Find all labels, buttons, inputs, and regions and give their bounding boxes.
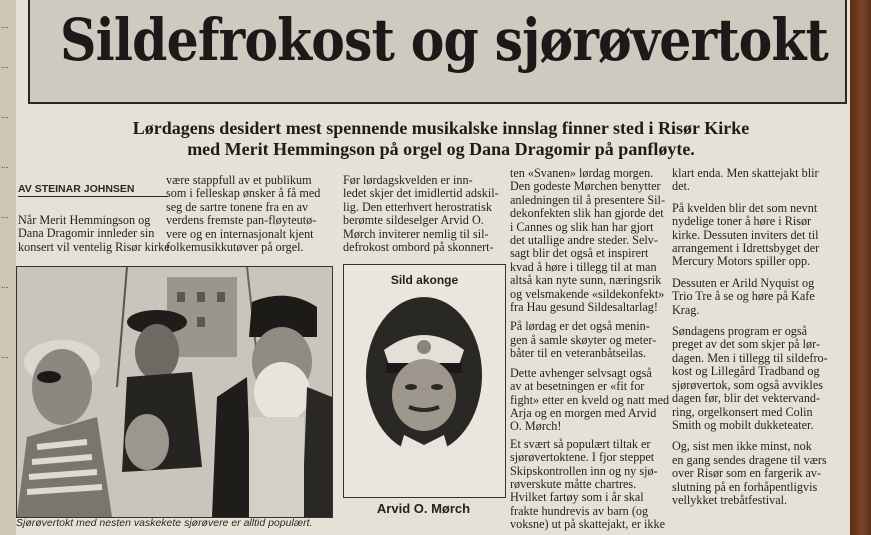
text-line: preget av det som skjer på lør- bbox=[672, 337, 820, 352]
text-line: sagt blir det også et inspirert bbox=[510, 246, 649, 261]
text-line: defrokost ombord på skonnert- bbox=[343, 240, 494, 255]
text-line: over Risør som en fargerik av- bbox=[672, 466, 822, 481]
lead-paragraph bbox=[36, 118, 846, 160]
text-line: O. Mørch! bbox=[510, 419, 562, 434]
article-column-2 bbox=[166, 174, 320, 254]
portrait-box bbox=[343, 264, 506, 498]
text-line: Dana Dragomir innleder sin bbox=[18, 226, 155, 241]
text-line: Arja og en morgen med Arvid bbox=[510, 405, 657, 420]
text-line: Smith og mobilt dukketeater. bbox=[672, 417, 814, 432]
headline-box bbox=[28, 0, 847, 104]
text-line: Dette avhenger selvsagt også bbox=[510, 365, 652, 380]
text-line: konsert vil ventelig Risør kirke bbox=[18, 239, 170, 254]
article-column-3 bbox=[343, 174, 499, 254]
text-line: vere og en internasjonalt kjent bbox=[166, 226, 314, 241]
text-line: kvad å høre i tillegg til at man bbox=[510, 259, 657, 274]
text-line: På kvelden blir det som nevnt bbox=[672, 200, 818, 215]
portrait-image bbox=[364, 295, 484, 455]
text-line: lig. Den etterhvert herostratisk bbox=[343, 199, 492, 214]
text-line: Og, sist men ikke minst, nok bbox=[672, 439, 812, 454]
text-line: Dessuten er Arild Nyquist og bbox=[672, 275, 815, 290]
text-line: Hvilket fartøy som i år skal bbox=[510, 490, 644, 505]
text-line: Når Merit Hemmingson og bbox=[18, 213, 151, 227]
text-line: kost og Lillegård Tradband og bbox=[672, 364, 820, 379]
text-line: Et svært så populært tiltak er bbox=[510, 436, 651, 451]
text-line: sjørøvertok, som også avvikles bbox=[672, 377, 823, 392]
headline: Sildefrokost og sjørøvertokt bbox=[60, 6, 828, 74]
text-line: Trio Tre å se og høre på Kafe bbox=[672, 289, 815, 304]
text-line: frakte hundrevis av barn (og bbox=[510, 503, 649, 518]
text-line: være stappfull av et publikum bbox=[166, 173, 312, 187]
text-line: båter til en veteranbåtseilas. bbox=[510, 346, 647, 361]
text-line: en gang sendes dragene til værs bbox=[672, 452, 827, 467]
adjacent-text-fragment: ... bbox=[1, 60, 9, 70]
text-line: anledningen til å presentere Sil- bbox=[510, 192, 665, 207]
text-line: klart enda. Men skattejakt blir bbox=[672, 166, 819, 180]
text-line: kirke. Dessuten inviters det til bbox=[672, 227, 819, 242]
article-column-4 bbox=[510, 167, 669, 532]
text-line: seg de sartre tonene fra en av bbox=[166, 199, 309, 214]
text-line: dagen før, blir det vektervand- bbox=[672, 391, 821, 406]
lead-line: med Merit Hemmingson på orgel og Dana Dragomir på panfløyte. bbox=[187, 139, 695, 159]
text-line: arrangement i Idrettsbyget der bbox=[672, 241, 820, 256]
text-line: det utallige andre steder. Selv- bbox=[510, 233, 658, 248]
text-line: sjørøvertoktene. I fjor steppet bbox=[510, 450, 655, 465]
portrait-caption: Arvid O. Mørch bbox=[376, 501, 471, 516]
text-line: Søndagens program er også bbox=[672, 324, 808, 339]
text-line: Krag. bbox=[672, 302, 700, 317]
text-line: dagen. Men i tillegg til sildefro- bbox=[672, 350, 828, 365]
text-line: i Cannes og slik han har gjort bbox=[510, 219, 654, 234]
text-line: verdens fremste pan-fløyteutø- bbox=[166, 213, 317, 228]
text-line: som i felleskap ønsker å få med bbox=[166, 186, 321, 201]
text-line: vellykket trebåtfestival. bbox=[672, 492, 788, 507]
text-line: nydelige toner å høre i Risør bbox=[672, 214, 812, 229]
text-line: Mercury Motors spiller opp. bbox=[672, 254, 811, 269]
text-line: Skipskontrollen inn og ny sjø- bbox=[510, 463, 658, 478]
article-column-1 bbox=[18, 214, 170, 254]
adjacent-text-fragment: ... bbox=[1, 20, 9, 30]
table-edge bbox=[850, 0, 871, 535]
text-line: Mørch inviterer nemlig til sil- bbox=[343, 226, 489, 241]
adjacent-text-fragment: ... bbox=[1, 210, 9, 220]
lead-line: Lørdagens desidert mest spennende musikalske innslag finner sted i Risør Kirke bbox=[132, 118, 750, 138]
text-line: av at besetningen er «fit for bbox=[510, 379, 645, 394]
adjacent-text-fragment: ... bbox=[1, 280, 9, 290]
byline: AV STEINAR JOHNSEN bbox=[18, 183, 168, 197]
text-line: berømte sildeselger Arvid O. bbox=[343, 213, 484, 228]
portrait-title: Sild akonge bbox=[390, 273, 459, 287]
text-line: voksne) ut på skattejakt, er ikke bbox=[510, 517, 666, 532]
text-line: røverskute måtte chartres. bbox=[510, 476, 637, 491]
adjacent-text-fragment: ... bbox=[1, 350, 9, 360]
text-line: ring, orgelkonsert med Colin bbox=[672, 404, 813, 419]
text-line: altså kan nyte sunn, næringsrik bbox=[510, 273, 662, 288]
text-line: På lørdag er det også menin- bbox=[510, 319, 650, 334]
pirates-photo-caption: Sjørøvertokt med nesten vaskekete sjørøvere er alltid populært. bbox=[16, 517, 313, 529]
text-line: det. bbox=[672, 179, 690, 194]
text-line: fight» etter en kveld og natt med bbox=[510, 392, 670, 407]
pirates-photo bbox=[16, 266, 333, 518]
text-line: folkemusikkutøver på orgel. bbox=[166, 240, 304, 255]
text-line: Den godeste Mørchen benytter bbox=[510, 179, 661, 194]
newspaper-page bbox=[16, 0, 850, 535]
text-line: og velsmakende «sildekonfekt» bbox=[510, 286, 665, 301]
text-line: fra Hau gesund Sildesaltarlag! bbox=[510, 300, 658, 315]
text-line: Før lørdagskvelden er inn- bbox=[343, 173, 473, 187]
text-line: ten «Svanen» lørdag morgen. bbox=[510, 166, 654, 180]
text-line: dekonfekten slik han gjorde det bbox=[510, 206, 664, 221]
text-line: slutning på en forhåpentligvis bbox=[672, 479, 818, 494]
adjacent-text-fragment: ... bbox=[1, 160, 9, 170]
article-column-5 bbox=[672, 167, 828, 507]
adjacent-text-fragment: ... bbox=[1, 110, 9, 120]
adjacent-page-strip bbox=[0, 0, 16, 535]
text-line: gen å samle skøyter og meter- bbox=[510, 332, 657, 347]
text-line: ledet skjer det imidlertid adskil- bbox=[343, 186, 499, 201]
pirates-photo-image bbox=[17, 267, 332, 517]
